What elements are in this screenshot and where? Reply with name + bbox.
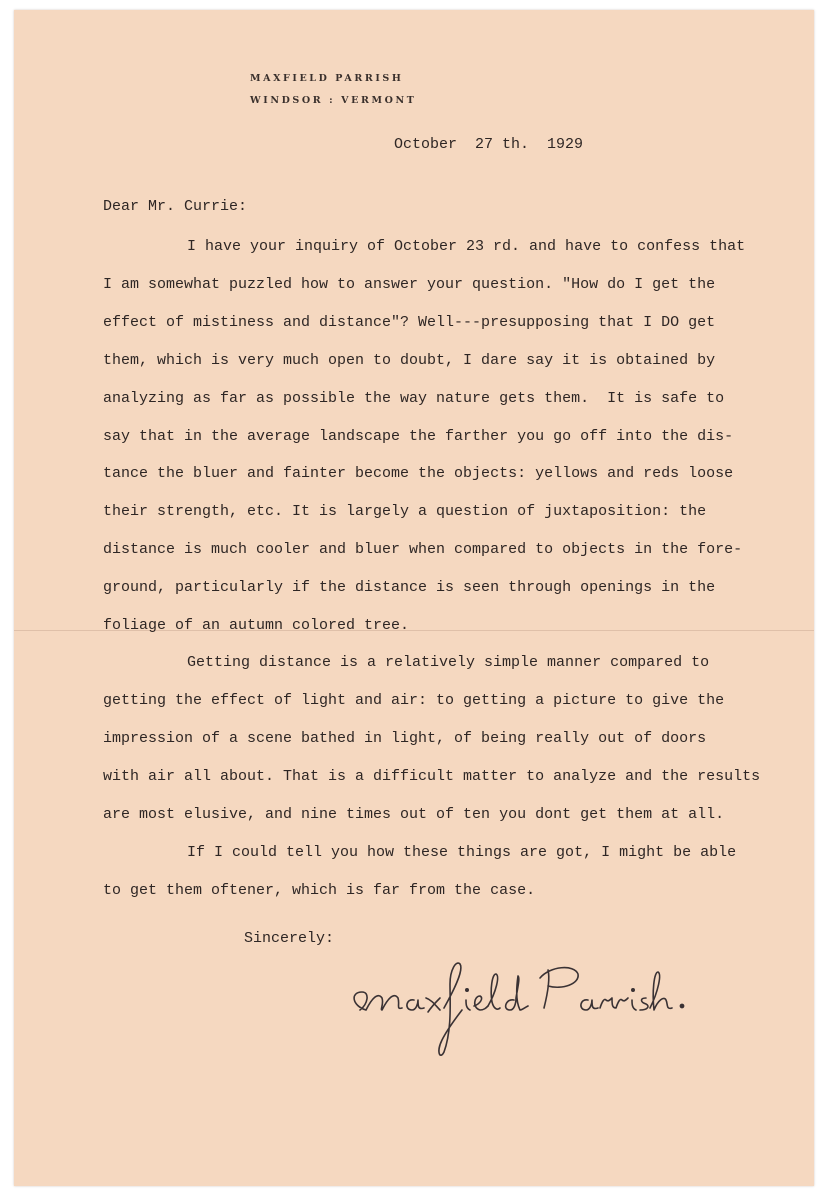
letterhead-name: MAXFIELD PARRISH — [250, 73, 404, 84]
salutation: Dear Mr. Currie: — [103, 198, 248, 215]
body-line: with air all about. That is a difficult matter to analyze and the results — [103, 768, 761, 785]
body-line: I have your inquiry of October 23 rd. and have to confess that — [187, 238, 746, 255]
body-line: their strength, etc. It is largely a question of juxtaposition: the — [103, 503, 707, 520]
letter-date: October 27 th. 1929 — [394, 136, 584, 153]
body-line: them, which is very much open to doubt, I dare say it is obtained by — [103, 352, 716, 369]
body-line: are most elusive, and nine times out of ten you dont get them at all. — [103, 806, 725, 823]
closing: Sincerely: — [244, 930, 335, 947]
body-line: to get them oftener, which is far from the case. — [103, 882, 536, 899]
body-line: say that in the average landscape the farther you go off into the dis- — [103, 428, 734, 445]
body-line: If I could tell you how these things are got, I might be able — [187, 844, 737, 861]
body-line: analyzing as far as possible the way nature gets them. It is safe to — [103, 390, 725, 407]
body-line: getting the effect of light and air: to getting a picture to give the — [103, 692, 725, 709]
body-line: I am somewhat puzzled how to answer your question. "How do I get the — [103, 276, 716, 293]
body-line: distance is much cooler and bluer when compared to objects in the fore- — [103, 541, 743, 558]
signature-graphic — [344, 940, 724, 1070]
letterhead-location: WINDSOR : VERMONT — [250, 95, 417, 106]
body-line: Getting distance is a relatively simple manner compared to — [187, 654, 710, 671]
letter-page — [14, 10, 814, 1186]
body-line: effect of mistiness and distance"? Well---presupposing that I DO get — [103, 314, 716, 331]
body-line: impression of a scene bathed in light, of being really out of doors — [103, 730, 707, 747]
body-line: tance the bluer and fainter become the objects: yellows and reds loose — [103, 465, 734, 482]
letterhead — [250, 68, 416, 112]
body-line: foliage of an autumn colored tree. — [103, 617, 410, 634]
body-line: ground, particularly if the distance is seen through openings in the — [103, 579, 716, 596]
